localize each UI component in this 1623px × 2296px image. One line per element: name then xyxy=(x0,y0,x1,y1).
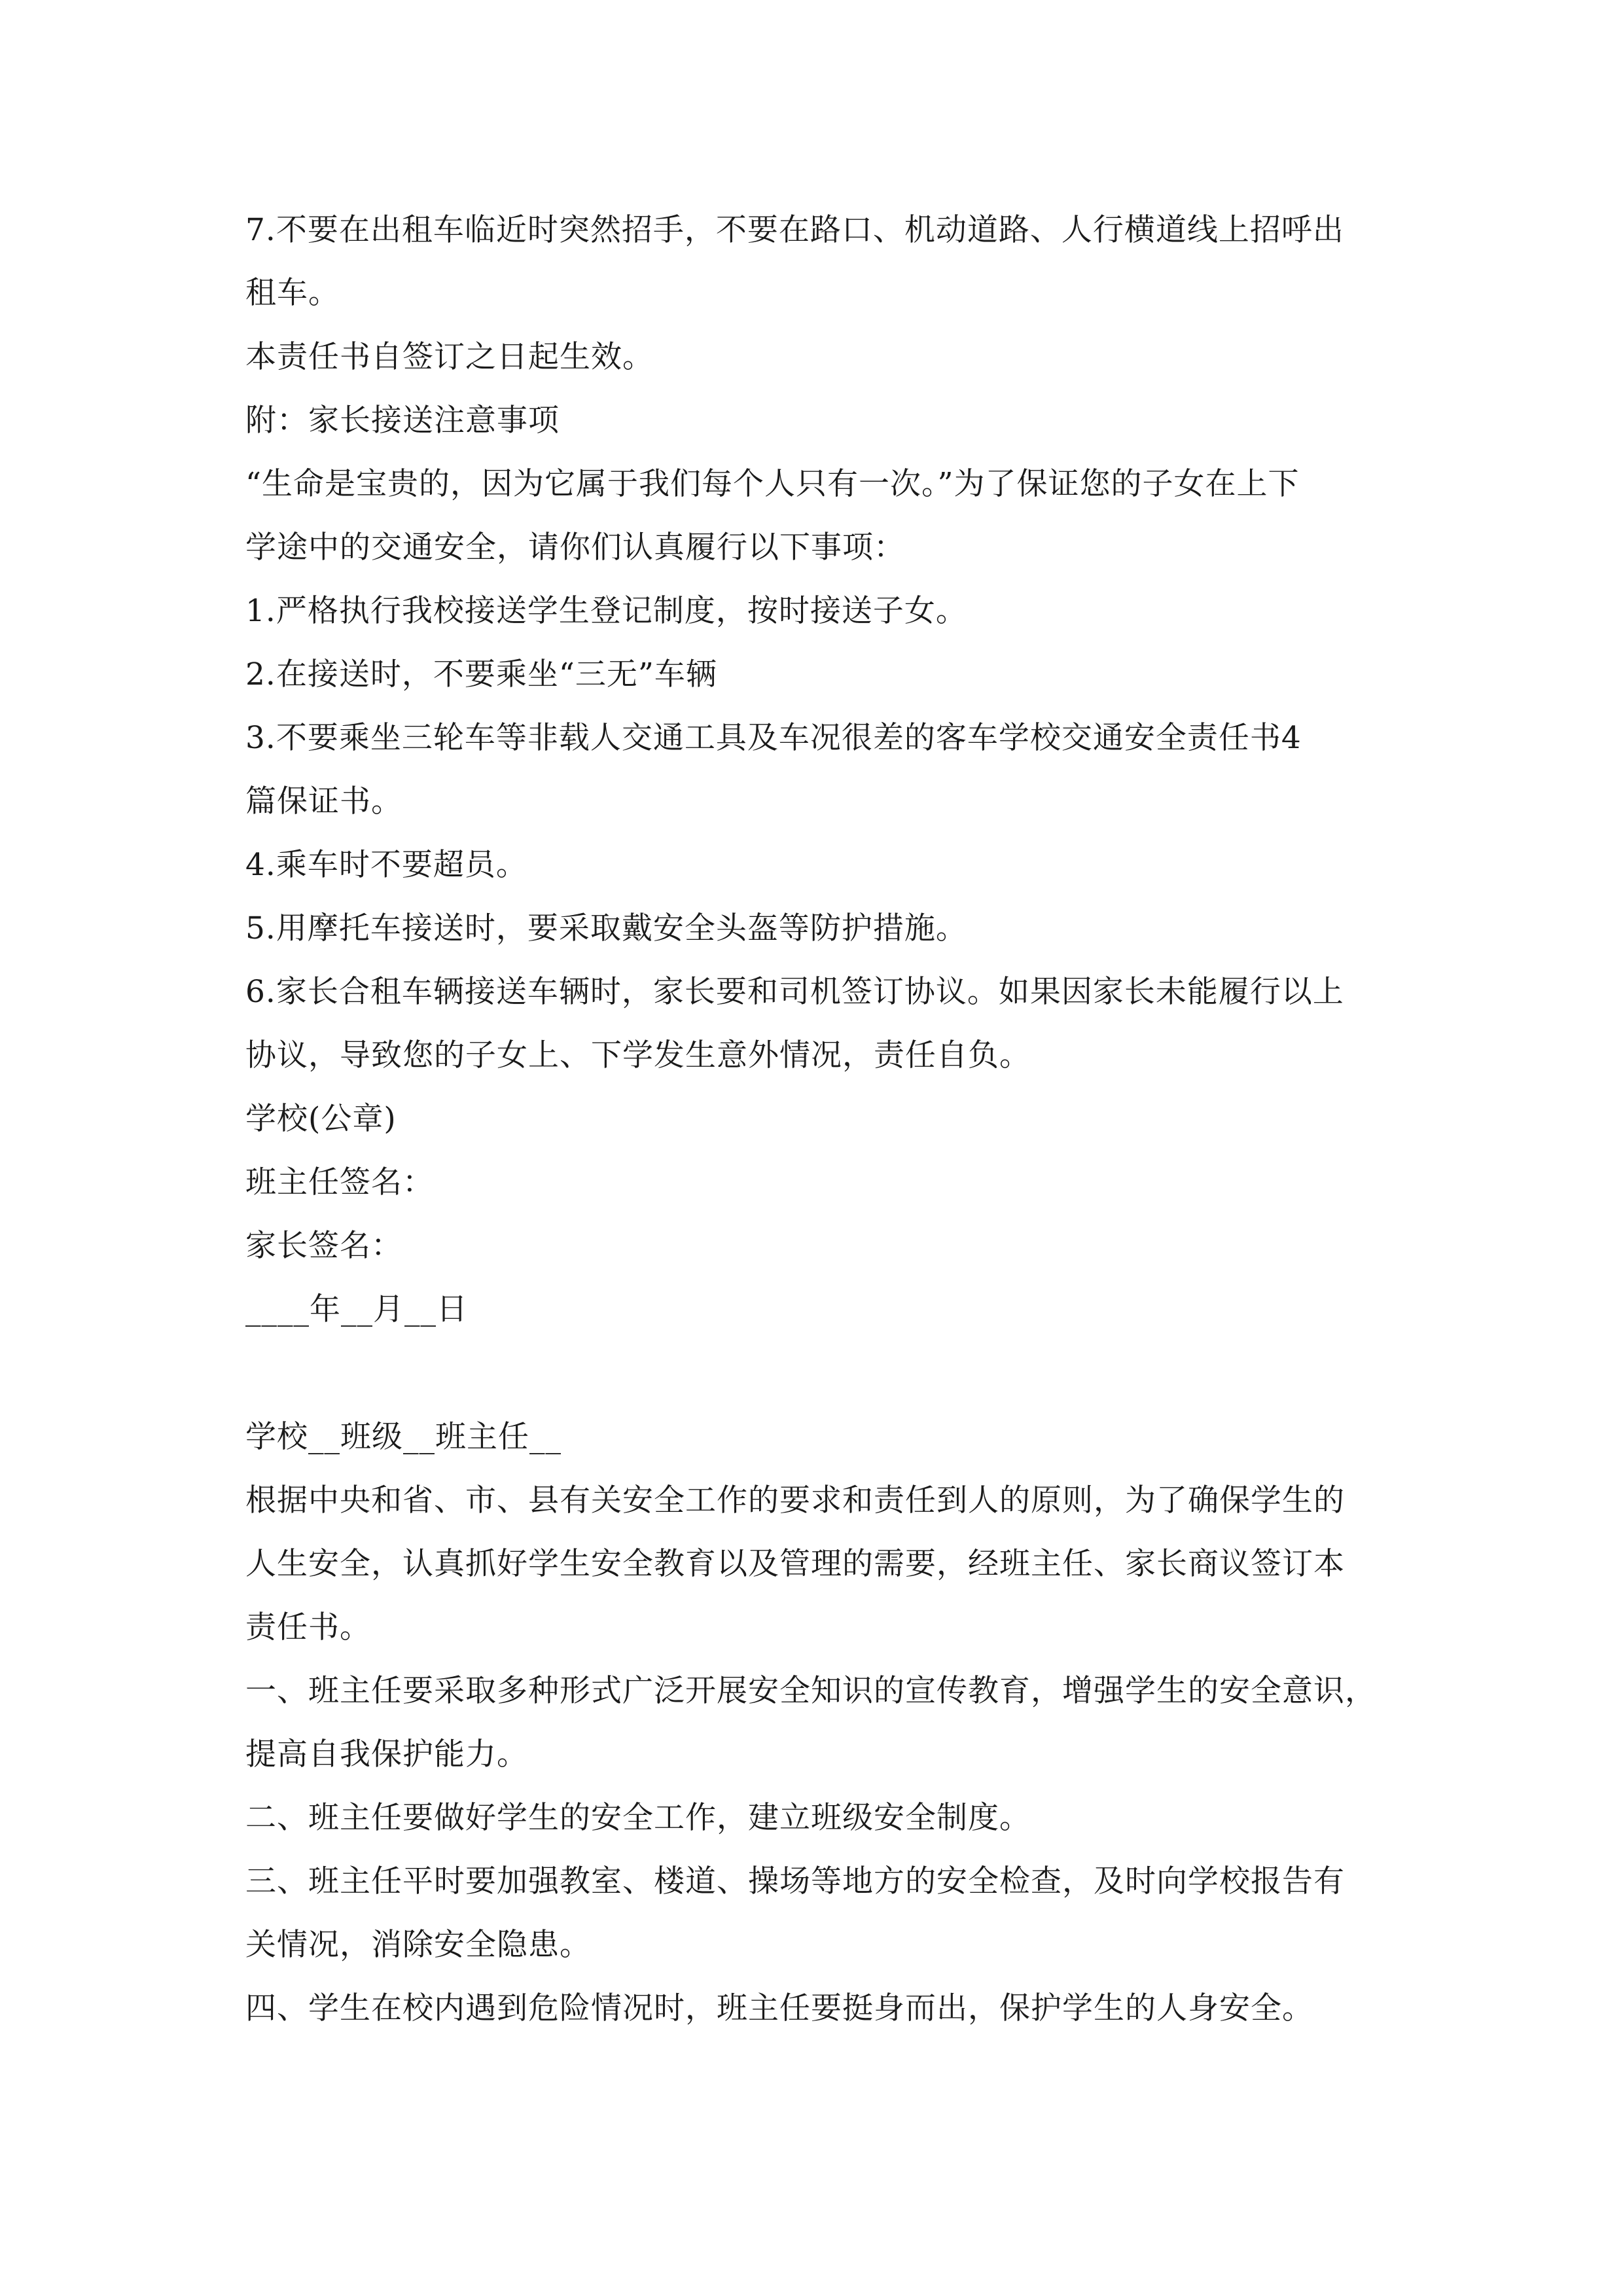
text-line: 本责任书自签订之日起生效。 xyxy=(245,339,654,375)
text-line: 租车。 xyxy=(245,275,340,311)
text-line: 2.在接送时，不要乘坐“三无”车辆 xyxy=(245,656,717,692)
text-line: “生命是宝贵的，因为它属于我们每个人只有一次。”为了保证您的子女在上下 xyxy=(245,466,1300,502)
text-line: 附：家长接送注意事项 xyxy=(245,403,560,439)
text-line: 1.严格执行我校接送学生登记制度，按时接送子女。 xyxy=(245,593,967,629)
text-line: 5.用摩托车接送时，要采取戴安全头盔等防护措施。 xyxy=(245,910,967,946)
text-line: 7.不要在出租车临近时突然招手，不要在路口、机动道路、人行横道线上招呼出 xyxy=(245,212,1344,248)
text-line: 协议，导致您的子女上、下学发生意外情况，责任自负。 xyxy=(245,1037,1031,1073)
text-line: 提高自我保护能力。 xyxy=(245,1736,528,1772)
section-header: 学校__班级__班主任__ xyxy=(245,1419,562,1455)
date-line: ____年__月__日 xyxy=(245,1291,468,1327)
text-line: 人生安全，认真抓好学生安全教育以及管理的需要，经班主任、家长商议签订本 xyxy=(245,1546,1345,1582)
text-line: 4.乘车时不要超员。 xyxy=(245,847,527,883)
text-line: 四、学生在校内遇到危险情况时，班主任要挺身而出，保护学生的人身安全。 xyxy=(245,1990,1313,2026)
text-line: 3.不要乘坐三轮车等非载人交通工具及车况很差的客车学校交通安全责任书4 xyxy=(245,720,1302,756)
text-line: 6.家长合租车辆接送车辆时，家长要和司机签订协议。如果因家长未能履行以上 xyxy=(245,974,1344,1010)
text-line: 二、班主任要做好学生的安全工作，建立班级安全制度。 xyxy=(245,1800,1031,1836)
text-line: 学途中的交通安全，请你们认真履行以下事项： xyxy=(245,529,905,565)
text-line: 篇保证书。 xyxy=(245,783,402,819)
signature-label-teacher: 班主任签名： xyxy=(245,1164,434,1200)
text-line: 根据中央和省、市、县有关安全工作的要求和责任到人的原则，为了确保学生的 xyxy=(245,1482,1345,1518)
text-line: 学校(公章) xyxy=(245,1101,397,1137)
text-line: 三、班主任平时要加强教室、楼道、操场等地方的安全检查，及时向学校报告有 xyxy=(245,1863,1345,1899)
signature-label-parent: 家长签名： xyxy=(245,1228,402,1264)
text-line: 责任书。 xyxy=(245,1609,371,1645)
text-line: 一、班主任要采取多种形式广泛开展安全知识的宣传教育，增强学生的安全意识， xyxy=(245,1673,1376,1709)
text-line: 关情况，消除安全隐患。 xyxy=(245,1927,591,1963)
